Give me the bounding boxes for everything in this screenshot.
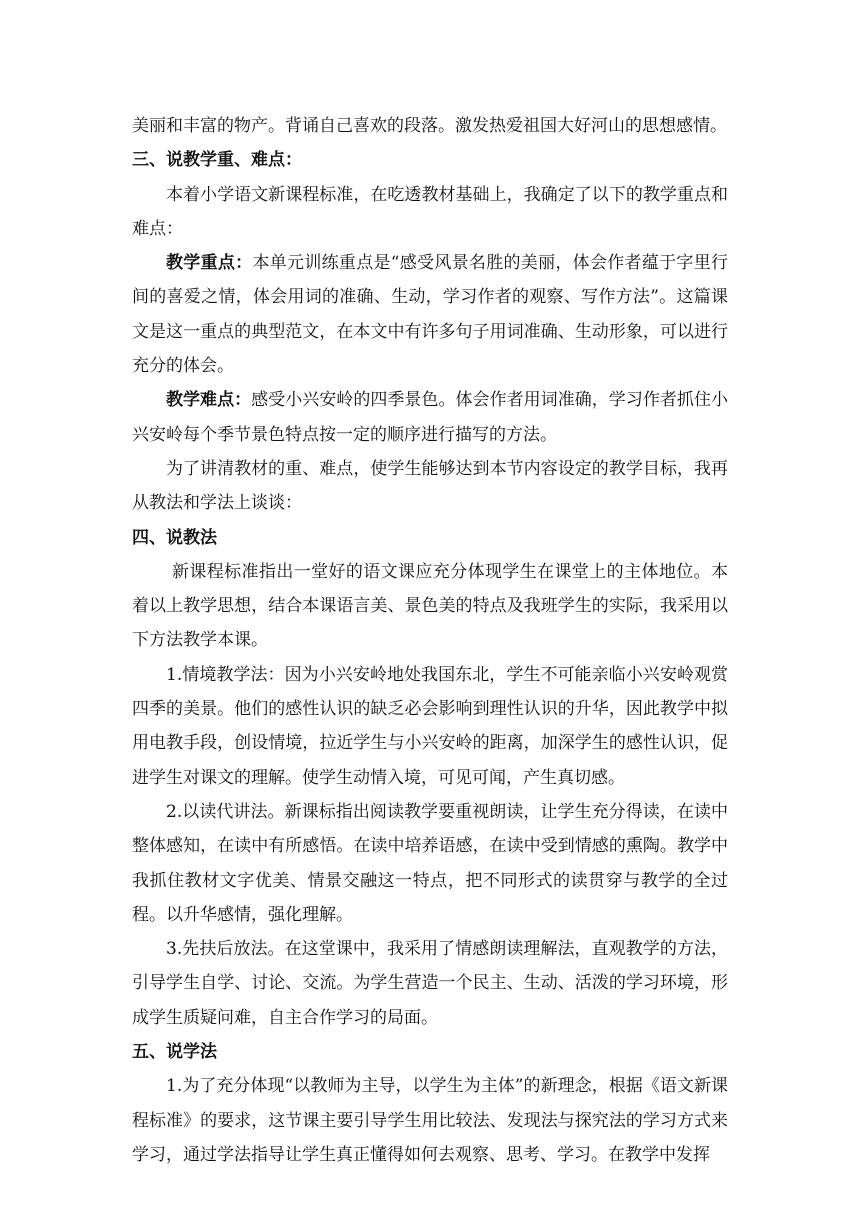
key-point-text: 本单元训练重点是“感受风景名胜的美丽，体会作者蕴于字里行间的喜爱之情，体会用词的准确、生动，学习作者的观察、写作方法”。这篇课文是这一重点的典型范文，在本文中有许多句子用词准确、生动形象，可以进行充分的体会。	[132, 253, 728, 377]
section-heading-teaching-methods: 四、说教法	[132, 527, 217, 548]
key-point-label: 教学重点：	[166, 253, 253, 274]
paragraph-method-1: 1.情境教学法：因为小兴安岭地处我国东北，学生不可能亲临小兴安岭观赏四季的美景。他们的感性认识的缺乏必会影响到理性认识的升华，因此教学中拟用电教手段，创设情境，拉近学生与小兴安岭的距离，加深学生的感性认识，促进学生对课文的理解。使学生动情入境，可见可闻，产生真切感。	[132, 664, 728, 788]
section-heading-learning-methods: 五、说学法	[132, 1042, 217, 1063]
paragraph-method-3: 3.先扶后放法。在这堂课中，我采用了情感朗读理解法，直观教学的方法，引导学生自学、讨论、交流。为学生营造一个民主、生动、活泼的学习环境，形成学生质疑问难，自主合作学习的局面。	[132, 939, 728, 1028]
paragraph-key-point	[132, 246, 728, 383]
paragraph-difficulty	[132, 383, 728, 452]
paragraph-objectives-end: 美丽和丰富的物产。背诵自己喜欢的段落。激发热爱祖国大好河山的思想感情。	[132, 116, 727, 136]
document-body	[132, 109, 728, 1172]
difficulty-label: 教学难点：	[166, 390, 252, 411]
paragraph-method-2: 2.以读代讲法。新课标指出阅读教学要重视朗读，让学生充分得读，在读中整体感知，在读中有所感悟。在读中培养语感，在读中受到情感的熏陶。教学中我抓住教材文字优美、情景交融这一特点，把不同形式的读贯穿与教学的全过程。以升华感情，强化理解。	[132, 801, 728, 925]
paragraph-transition: 为了讲清教材的重、难点，使学生能够达到本节内容设定的教学目标，我再从教法和学法上谈谈：	[132, 458, 728, 514]
paragraph-learning-1: 1.为了充分体现“以教师为主导，以学生为主体”的新理念，根据《语文新课程标准》的要求，这节课主要引导学生用比较法、发现法与探究法的学习方式来学习，通过学法指导让学生真正懂得如何去观察、思考、学习。在教学中发挥	[132, 1076, 728, 1165]
difficulty-text: 感受小兴安岭的四季景色。体会作者用词准确，学习作者抓住小兴安岭每个季节景色特点按一定的顺序进行描写的方法。	[132, 390, 728, 445]
section-heading-key-difficult-points: 三、说教学重、难点：	[132, 150, 302, 171]
paragraph-intro-points: 本着小学语文新课程标准，在吃透教材基础上，我确定了以下的教学重点和难点：	[132, 184, 728, 239]
paragraph-methods-intro: 新课程标准指出一堂好的语文课应充分体现学生在课堂上的主体地位。本着以上教学思想，结合本课语言美、景色美的特点及我班学生的实际，我采用以下方法教学本课。	[132, 561, 728, 651]
